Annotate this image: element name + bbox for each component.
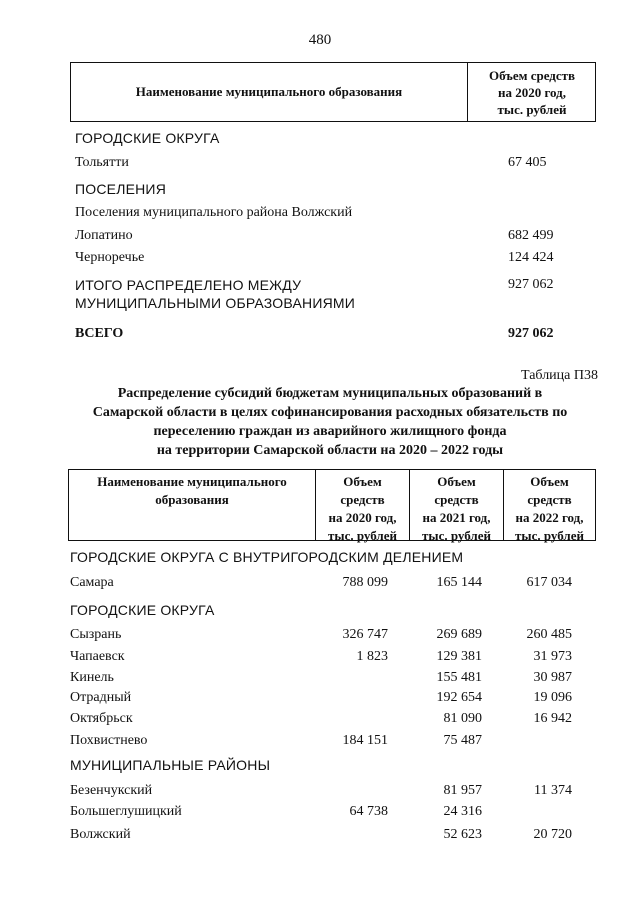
table2-row-name: Отрадный bbox=[70, 690, 132, 705]
table1-header bbox=[70, 62, 596, 122]
table1-total-label-line2: МУНИЦИПАЛЬНЫМИ ОБРАЗОВАНИЯМИ bbox=[75, 295, 356, 311]
table2-row-2021: 81 090 bbox=[443, 711, 482, 726]
table2-row-2022: 16 942 bbox=[533, 711, 572, 726]
table2-row-2020: 326 747 bbox=[342, 627, 388, 642]
table1-header-value: Объем средств на 2020 год, тыс. рублей bbox=[467, 63, 596, 121]
table2-row-2022: 19 096 bbox=[533, 690, 572, 705]
table1-volzhsky-settlements: Поселения муниципального района Волжский bbox=[75, 205, 353, 220]
table2-header-2021: Объем средств на 2021 год, тыс. рублей bbox=[409, 470, 503, 540]
table2-section-districts: МУНИЦИПАЛЬНЫЕ РАЙОНЫ bbox=[70, 757, 271, 773]
table2-header bbox=[68, 469, 596, 541]
table1-section-settlements: ПОСЕЛЕНИЯ bbox=[75, 181, 167, 197]
table1-row-value: 67 405 bbox=[508, 155, 547, 170]
table2-row-name: Самара bbox=[70, 575, 114, 590]
table2-row-name: Чапаевск bbox=[70, 649, 125, 664]
table2-row-name: Сызрань bbox=[70, 627, 122, 642]
table1-header-name: Наименование муниципального образования bbox=[135, 84, 403, 99]
table2-row-2022: 617 034 bbox=[526, 575, 572, 590]
table2-header-name: Наименование муниципального образования bbox=[97, 474, 287, 507]
table2-row-2020: 184 151 bbox=[342, 733, 388, 748]
table2-header-2020: Объем средств на 2020 год, тыс. рублей bbox=[315, 470, 409, 540]
table2-row-2020: 1 823 bbox=[356, 649, 388, 664]
table2-row-2022: 20 720 bbox=[533, 827, 572, 842]
table2-row-2022: 30 987 bbox=[533, 670, 572, 685]
table1-row-value: 124 424 bbox=[508, 250, 554, 265]
table2-row-2021: 52 623 bbox=[443, 827, 482, 842]
table2-row-2021: 129 381 bbox=[436, 649, 482, 664]
table2-row-2021: 75 487 bbox=[443, 733, 482, 748]
table2-row-name: Октябрьск bbox=[70, 711, 133, 726]
table2-row-name: Безенчукский bbox=[70, 783, 153, 798]
table2-row-name: Похвистнево bbox=[70, 733, 148, 748]
table2-row-2021: 192 654 bbox=[436, 690, 482, 705]
table1-grand-total-label: ВСЕГО bbox=[75, 326, 124, 341]
table1-total-value: 927 062 bbox=[508, 277, 554, 292]
table1-grand-total-value: 927 062 bbox=[508, 326, 554, 341]
table2-row-2020: 64 738 bbox=[349, 804, 388, 819]
table1-row-name: Лопатино bbox=[75, 228, 133, 243]
table2-header-2022: Объем средств на 2022 год, тыс. рублей bbox=[503, 470, 595, 540]
table2-row-name: Большеглушицкий bbox=[70, 804, 182, 819]
table1-section-city: ГОРОДСКИЕ ОКРУГА bbox=[75, 130, 220, 146]
table2-section-intracity: ГОРОДСКИЕ ОКРУГА С ВНУТРИГОРОДСКИМ ДЕЛЕНИЕМ bbox=[70, 549, 464, 565]
table2-row-2022: 260 485 bbox=[526, 627, 572, 642]
table1-total-label-line1: ИТОГО РАСПРЕДЕЛЕНО МЕЖДУ bbox=[75, 277, 302, 293]
table2-row-2021: 165 144 bbox=[436, 575, 482, 590]
table2-row-2022: 11 374 bbox=[534, 783, 572, 798]
table2-title: Распределение субсидий бюджетам муниципальных образований в Самарской области в целях софинансирования расходных обязательств по переселению граждан из аварийного жилищного фонда на территории Самарской области на 2020 – 2022 годы bbox=[92, 386, 568, 458]
table1-row-name: Тольятти bbox=[75, 155, 129, 170]
table2-row-2021: 81 957 bbox=[443, 783, 482, 798]
table2-row-name: Кинель bbox=[70, 670, 114, 685]
table2-row-2020: 788 099 bbox=[342, 575, 388, 590]
page-number: 480 bbox=[308, 32, 332, 48]
table2-row-name: Волжский bbox=[70, 827, 131, 842]
table-number: Таблица П38 bbox=[521, 368, 598, 383]
table2-row-2021: 269 689 bbox=[436, 627, 482, 642]
table2-row-2022: 31 973 bbox=[533, 649, 572, 664]
table2-section-city: ГОРОДСКИЕ ОКРУГА bbox=[70, 602, 215, 618]
table2-row-2021: 24 316 bbox=[443, 804, 482, 819]
table1-row-value: 682 499 bbox=[508, 228, 554, 243]
table1-row-name: Черноречье bbox=[75, 250, 145, 265]
table2-row-2021: 155 481 bbox=[436, 670, 482, 685]
